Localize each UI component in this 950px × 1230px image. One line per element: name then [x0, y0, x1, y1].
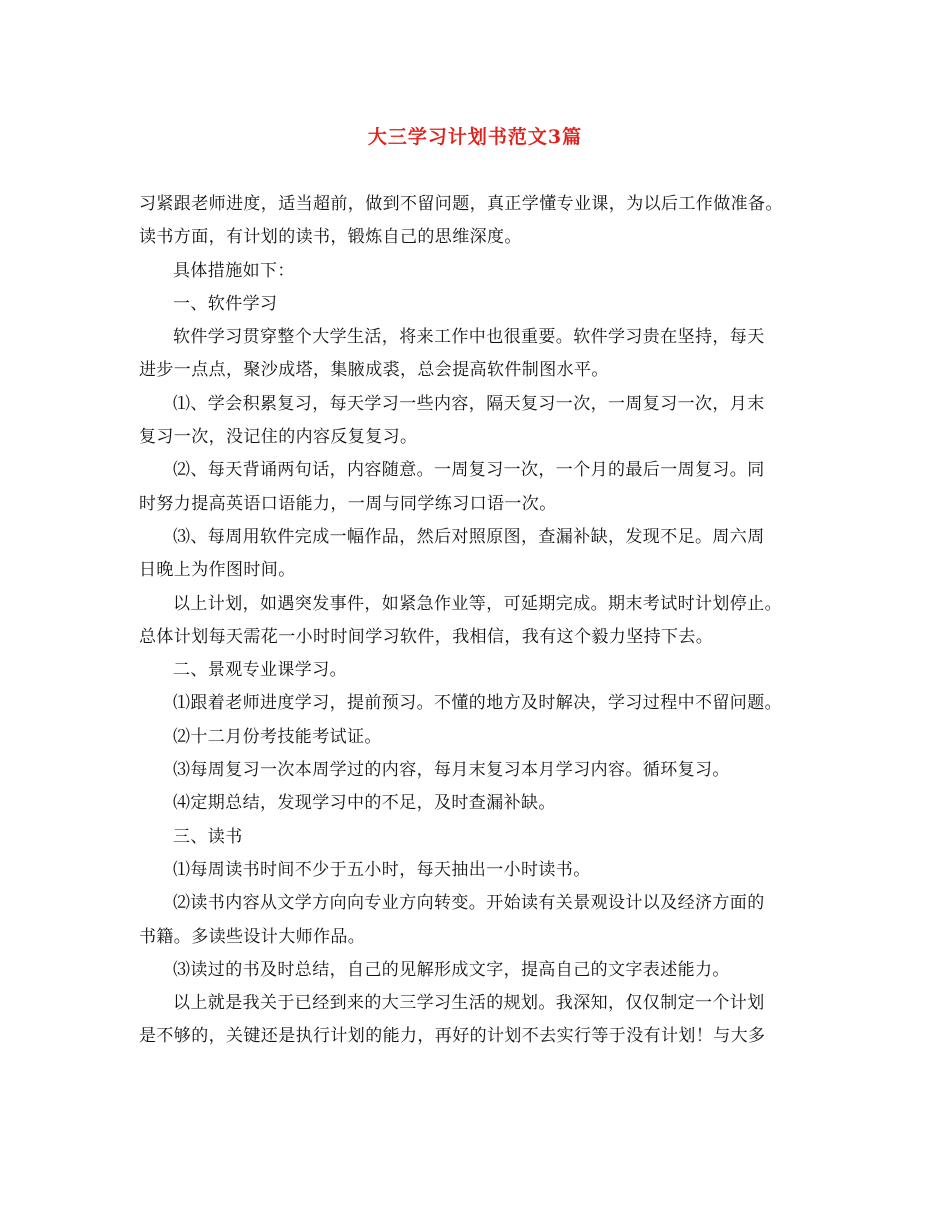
paragraph-line: 进步一点点，聚沙成塔，集腋成裘，总会提高软件制图水平。	[139, 360, 609, 381]
paragraph-line: ⑶读过的书及时总结，自己的见解形成文字，提高自己的文字表述能力。	[173, 959, 730, 980]
paragraph-line: 三、读书	[173, 826, 243, 847]
paragraph-line: ⑵、每天背诵两句话，内容随意。一周复习一次，一个月的最后一周复习。同	[173, 460, 765, 481]
paragraph-line: ⑷定期总结，发现学习中的不足，及时查漏补缺。	[173, 793, 556, 814]
paragraph	[139, 687, 819, 720]
paragraph	[139, 321, 819, 388]
paragraph-line: 读书方面，有计划的读书，锻炼自己的思维深度。	[139, 227, 522, 248]
paragraph	[139, 721, 819, 754]
paragraph	[139, 754, 819, 787]
paragraph	[139, 388, 819, 455]
paragraph-line: 软件学习贯穿整个大学生活，将来工作中也很重要。软件学习贵在坚持，每天	[173, 327, 765, 348]
paragraph-line: ⑴跟着老师进度学习，提前预习。不懂的地方及时解决，学习过程中不留问题。	[173, 693, 782, 714]
paragraph-line: ⑵读书内容从文学方向向专业方向转变。开始读有关景观设计以及经济方面的	[173, 893, 765, 914]
paragraph	[139, 454, 819, 521]
paragraph-line: 时努力提高英语口语能力，一周与同学练习口语一次。	[139, 493, 557, 514]
paragraph	[139, 821, 819, 854]
paragraph	[139, 521, 819, 588]
paragraph	[139, 255, 819, 288]
paragraph	[139, 787, 819, 820]
paragraph-line: 习紧跟老师进度，适当超前，做到不留问题，真正学懂专业课，为以后工作做准备。	[139, 194, 783, 214]
paragraph-line: ⑴、学会积累复习，每天学习一些内容，隔天复习一次，一周复习一次，月末	[173, 393, 765, 414]
paragraph-line: 一、软件学习	[173, 293, 278, 314]
paragraph	[139, 288, 819, 321]
paragraph-line: 二、景观专业课学习。	[173, 660, 347, 681]
paragraph-line: 具体措施如下：	[173, 260, 295, 281]
paragraph	[139, 654, 819, 687]
paragraph	[139, 854, 819, 887]
paragraph-line: 是不够的，关键还是执行计划的能力，再好的计划不去实行等于没有计划！与大多	[139, 1026, 766, 1047]
paragraph-line: 以上就是我关于已经到来的大三学习生活的规划。我深知，仅仅制定一个计划	[173, 993, 765, 1014]
paragraph-line: 复习一次，没记住的内容反复复习。	[139, 427, 418, 448]
document-body	[139, 188, 819, 1054]
paragraph	[139, 987, 819, 1054]
document-title: 大三学习计划书范文3篇	[367, 126, 583, 148]
paragraph	[139, 887, 819, 954]
paragraph-line: ⑶每周复习一次本周学过的内容，每月末复习本月学习内容。循环复习。	[173, 760, 730, 781]
paragraph	[139, 588, 819, 655]
paragraph-line: ⑴每周读书时间不少于五小时，每天抽出一小时读书。	[173, 859, 591, 880]
paragraph-line: ⑵十二月份考技能考试证。	[173, 726, 382, 747]
paragraph	[139, 188, 819, 255]
paragraph-line: ⑶、每周用软件完成一幅作品，然后对照原图，查漏补缺，发现不足。周六周	[173, 526, 765, 547]
paragraph-line: 总体计划每天需花一小时时间学习软件，我相信，我有这个毅力坚持下去。	[139, 626, 714, 647]
paragraph-line: 以上计划，如遇突发事件，如紧急作业等，可延期完成。期末考试时计划停止。	[173, 593, 782, 614]
paragraph	[139, 954, 819, 987]
paragraph-line: 书籍。多读些设计大师作品。	[139, 926, 366, 947]
paragraph-line: 日晚上为作图时间。	[139, 560, 296, 581]
